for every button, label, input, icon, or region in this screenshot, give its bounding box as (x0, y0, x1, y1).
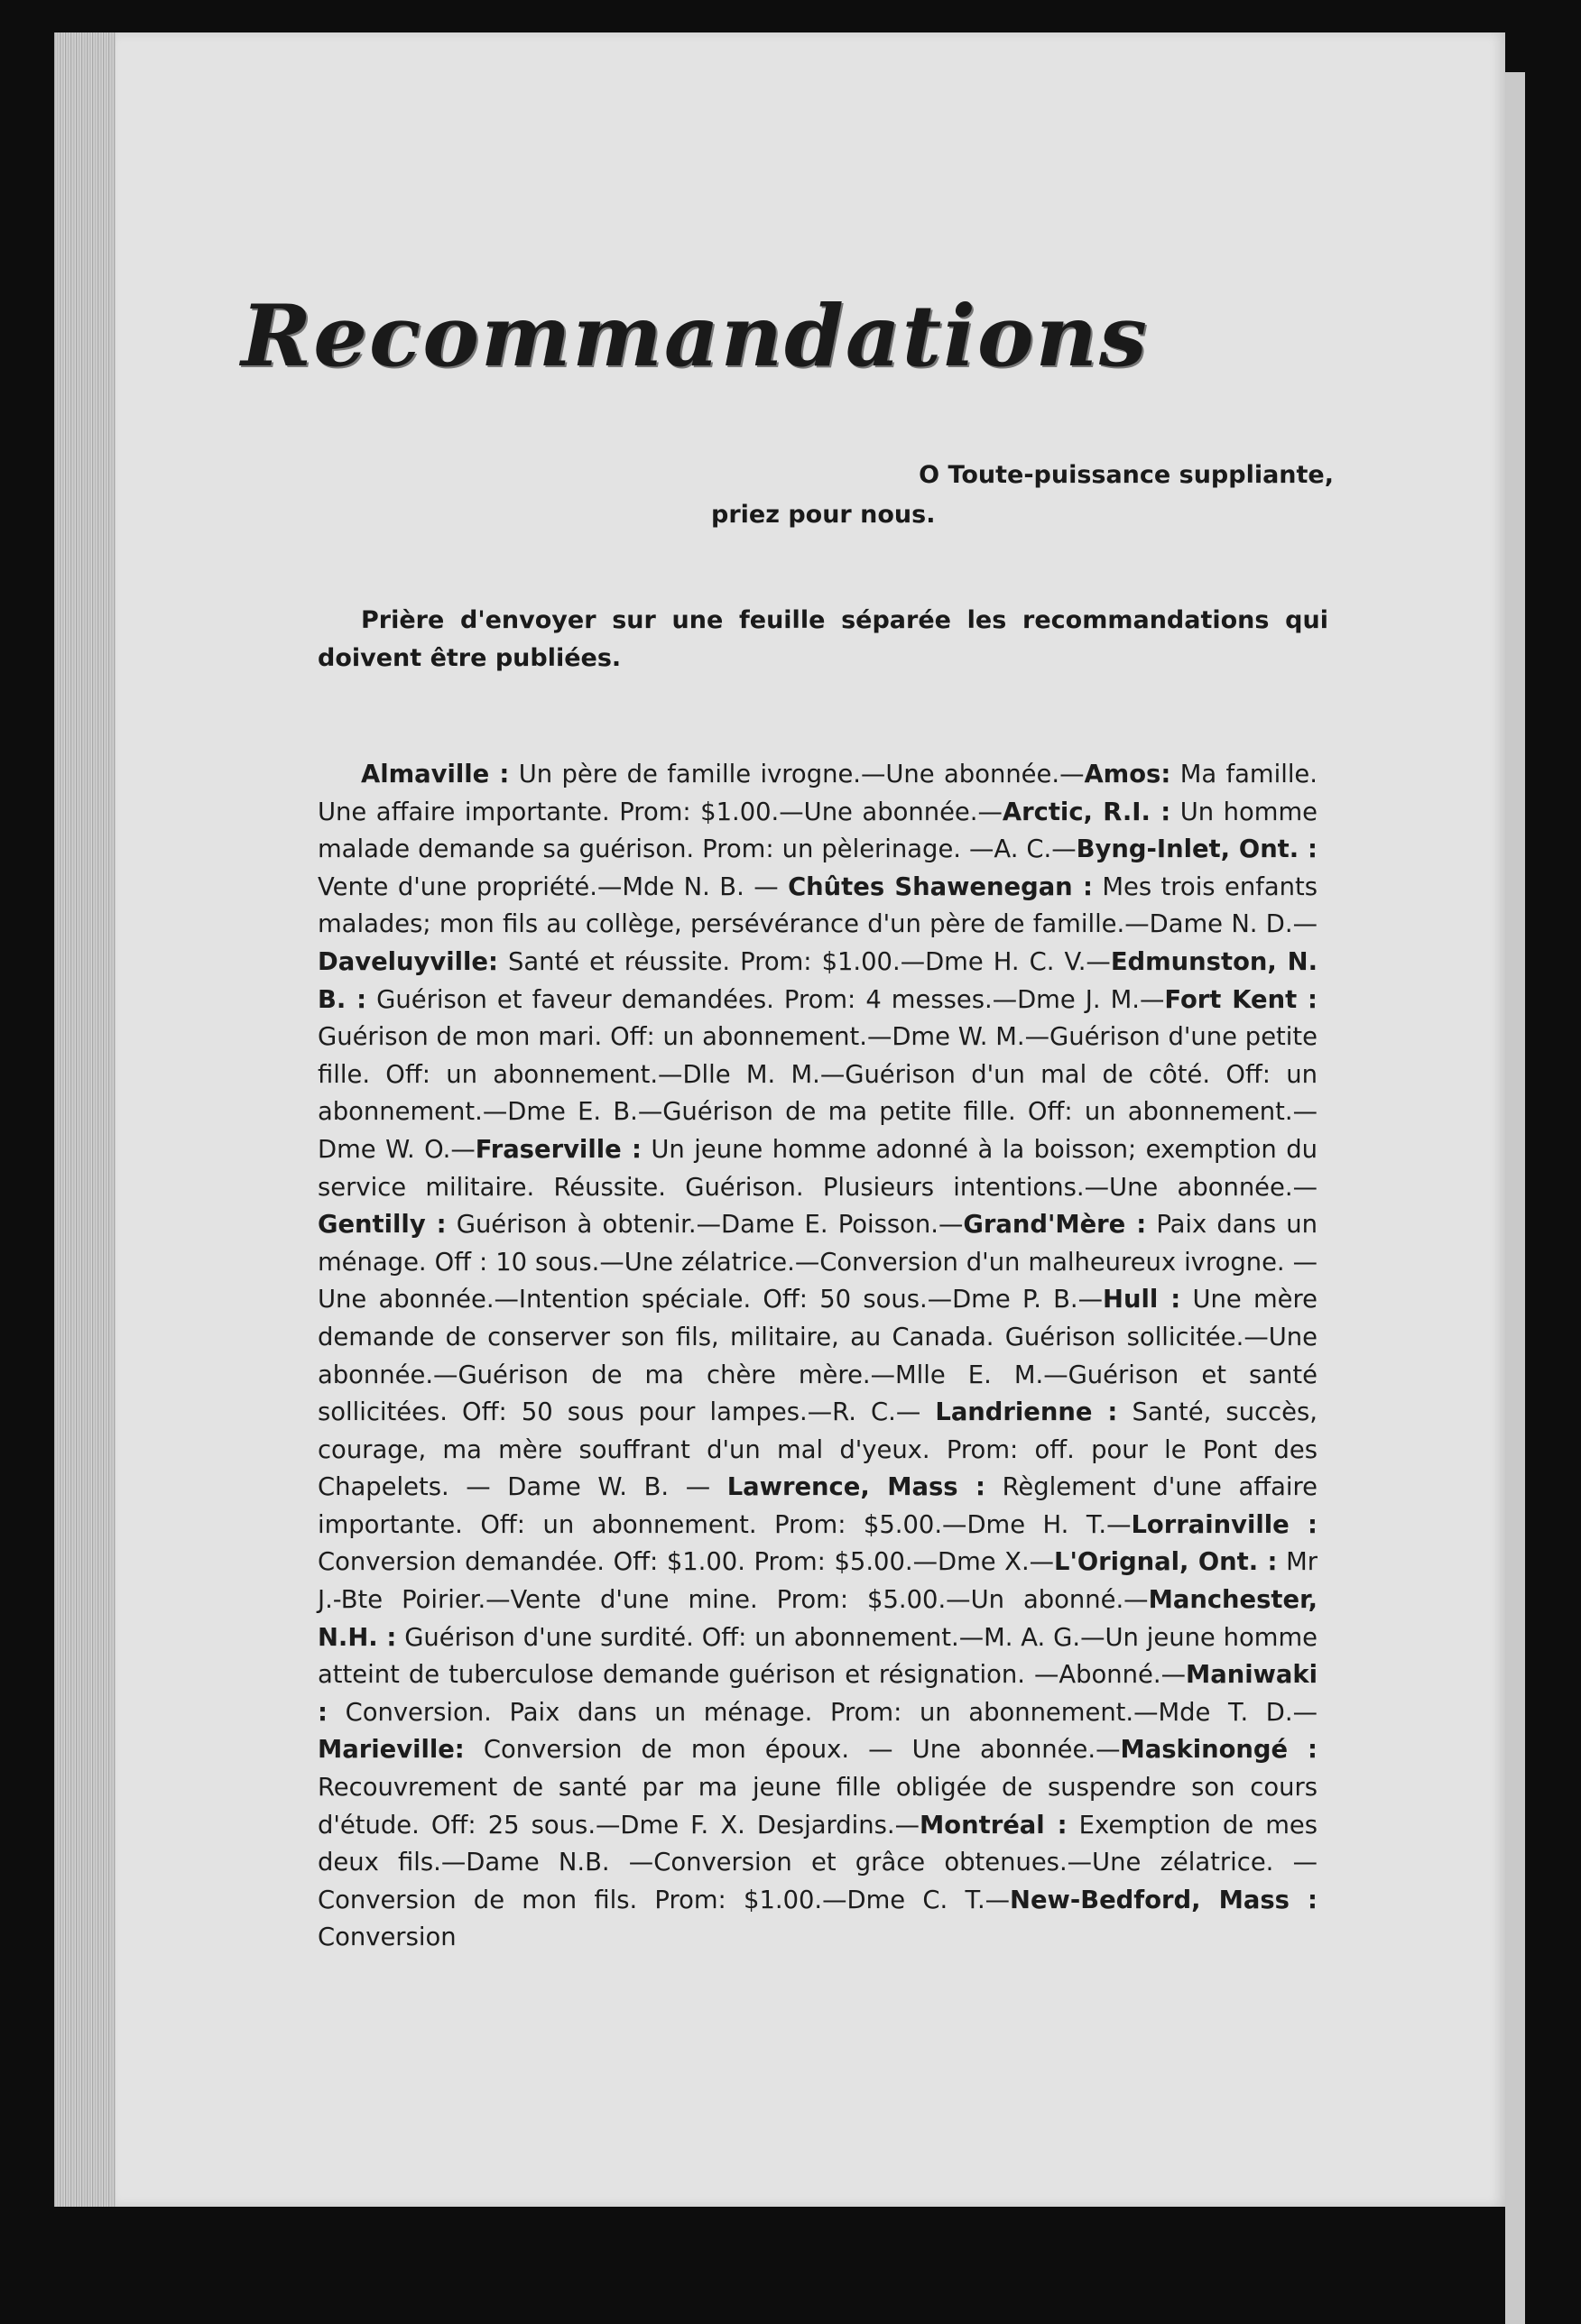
invocation-line-1: O Toute-puissance suppliante, (919, 461, 1334, 489)
entry-place: Grand'Mère : (963, 1211, 1147, 1240)
entry-text: Règlement d'une affaire importante. Off: un abonnement. Prom: $5.00.—Dme H. T.— (318, 1473, 1318, 1539)
entry-place: Montréal : (920, 1811, 1068, 1840)
entry-text: Guérison de mon mari. Off: un abonnement.—Dme W. M.—Guérison d'une petite fille. Off: un abonnement.—Dlle M. M.—Guérison d'un mal de côté. Off: un abonnement.—Dme E. B.—Guérison de ma petite fille. Off: un abonnement.—Dme W. O.— (318, 1023, 1318, 1164)
entry-text: Guérison à obtenir.—Dame E. Poisson.— (446, 1211, 964, 1240)
entry-place: Marieville: (318, 1736, 465, 1765)
entry-place: Maskinongé : (1120, 1736, 1318, 1765)
entry-text: Recouvrement de santé par ma jeune fille obligée de suspendre son cours d'étude. Off: 25 sous.—Dme F. X. Desjardins.— (318, 1774, 1318, 1840)
entry-place: Maniwaki : (318, 1661, 1318, 1727)
invocation-line-2: priez pour nous. (711, 501, 936, 529)
entry-text: Exemption de mes deux fils.—Dame N.B. —Conversion et grâce obtenues.—Une zélatrice. — Conversion de mon fils. Prom: $1.00.—Dme C. T.— (318, 1811, 1318, 1914)
entry-text: Un homme malade demande sa guérison. Prom: un pèlerinage. —A. C.— (318, 798, 1318, 864)
entry-text: Conversion de mon époux. — Une abonnée.— (464, 1736, 1121, 1765)
entry-text: Guérison d'une surdité. Off: un abonnement.—M. A. G.—Un jeune homme atteint de tuberculose demande guérison et résignation. —Abonné.— (318, 1623, 1318, 1690)
entry-place: New-Bedford, Mass : (1010, 1886, 1318, 1914)
entry-place: Gentilly : (318, 1211, 447, 1240)
entry-place: Chûtes Shawenegan : (788, 872, 1093, 901)
entry-text: Santé et réussite. Prom: $1.00.—Dme H. C. V.— (497, 947, 1111, 976)
entry-place: Lorrainville : (1131, 1510, 1318, 1539)
entry-text: Conversion. Paix dans un ménage. Prom: un abonnement.—Mde T. D.— (327, 1698, 1318, 1727)
recommendations-list (318, 756, 1318, 1957)
entry-text: Ma famille. Une affaire importante. Prom: $1.00.—Une abonnée.— (318, 761, 1318, 826)
entry-place: Byng-Inlet, Ont. : (1076, 835, 1318, 864)
entry-text: Mes trois enfants malades; mon fils au collège, persévérance d'un père de famille.—Dame N. D.— (318, 872, 1318, 939)
entry-text: Mr J.-Bte Poirier.—Vente d'une mine. Prom: $5.00.—Un abonné.— (318, 1548, 1318, 1615)
entry-text: Conversion demandée. Off: $1.00. Prom: $5.00.—Dme X.— (318, 1548, 1055, 1577)
entry-text: Vente d'une propriété.—Mde N. B. — (318, 872, 789, 901)
entry-text: Une mère demande de conserver son fils, militaire, au Canada. Guérison sollicitée.—Une abonnée.—Guérison de ma chère mère.—Mlle E. M.—Guérison et santé sollicitées. Off: 50 sous pour lampes.—R. C.— (318, 1286, 1318, 1427)
entry-place: Amos: (1084, 761, 1171, 788)
entry-place: Arctic, R.I. : (1002, 798, 1171, 826)
entry-place: Almaville : (361, 761, 510, 788)
entry-place: Lawrence, Mass : (726, 1473, 985, 1502)
entry-text: Conversion (318, 1923, 457, 1952)
entry-text: Guérison et faveur demandées. Prom: 4 messes.—Dme J. M.— (366, 985, 1165, 1014)
entry-text: Un père de famille ivrogne.—Une abonnée.— (509, 761, 1085, 788)
invocation (711, 456, 1334, 535)
entry-place: Manchester, N.H. : (318, 1586, 1318, 1652)
page-title: Recommandations (241, 287, 1149, 386)
entry-place: Daveluyville: (318, 947, 498, 976)
entry-place: Fraserville : (475, 1135, 642, 1164)
entry-place: Hull : (1103, 1286, 1181, 1314)
entry-place: L'Orignal, Ont. : (1054, 1548, 1278, 1577)
entry-text: Paix dans un ménage. Off : 10 sous.—Une zélatrice.—Conversion d'un malheureux ivrogne. — Une abonnée.—Intention spéciale. Off: 50 sous.—Dme P. B.— (318, 1211, 1318, 1314)
submission-notice: Prière d'envoyer sur une feuille séparée les recommandations qui doivent être publiées. (318, 606, 1328, 672)
entry-place: Edmunston, N. B. : (318, 947, 1318, 1014)
entry-place: Fort Kent : (1164, 985, 1318, 1014)
page-stack-edge (54, 32, 117, 2207)
facing-page-edge (1505, 72, 1525, 2324)
entry-text: Un jeune homme adonné à la boisson; exemption du service militaire. Réussite. Guérison. Plusieurs intentions.—Une abonnée.— (318, 1135, 1318, 1202)
entry-text: Santé, succès, courage, ma mère souffrant d'un mal d'yeux. Prom: off. pour le Pont des Chapelets. — Dame W. B. — (318, 1398, 1318, 1502)
entry-place: Landrienne : (935, 1398, 1118, 1427)
